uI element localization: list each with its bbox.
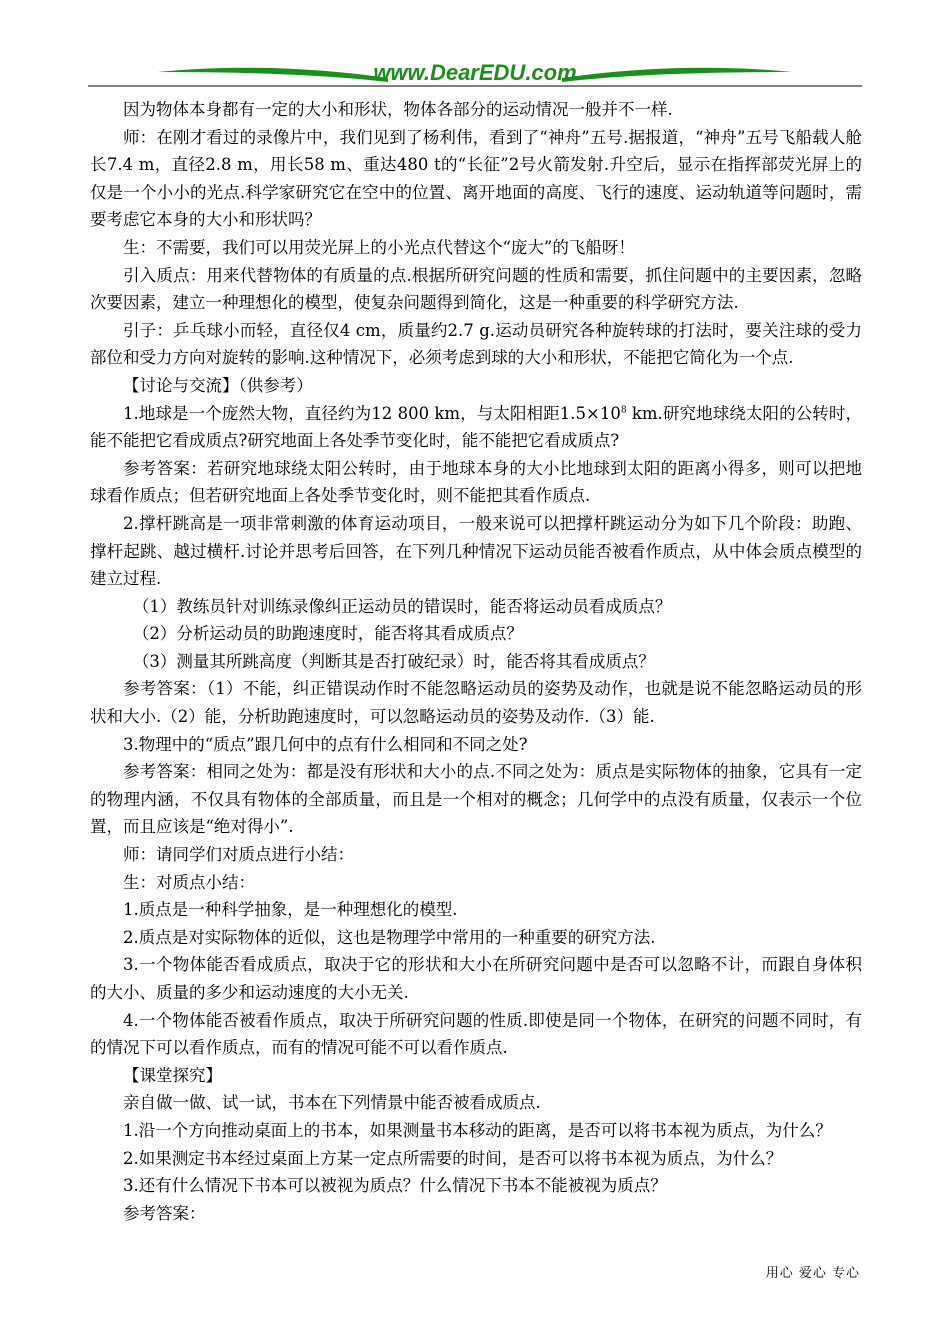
paragraph: 参考答案：相同之处为：都是没有形状和大小的点.不同之处为：质点是实际物体的抽象，它具有一定的物理内涵，不仅具有物体的全部质量，而且是一个相对的概念；几何学中的点没有质量，仅表示一个位置，而且应该是“绝对得小”.: [90, 762, 862, 837]
section-heading: 【课堂探究】: [123, 1065, 222, 1085]
paragraph: 3.一个物体能否看成质点，取决于它的形状和大小在所研究问题中是否可以忽略不计，而跟自身体积的大小、质量的多少和运动速度的大小无关.: [90, 955, 862, 1002]
paragraph: 3.物理中的“质点”跟几何中的点有什么相同和不同之处?: [123, 734, 528, 754]
paragraph: 2.撑杆跳高是一项非常刺激的体育运动项目，一般来说可以把撑杆跳运动分为如下几个阶段：助跑、撑杆起跳、越过横杆.讨论并思考后回答，在下列几种情况下运动员能否被看作质点，从中体会质点模型的建立过程.: [90, 513, 862, 589]
paragraph: 3.还有什么情况下书本可以被视为质点？什么情况下书本不能被视为质点？: [123, 1176, 667, 1196]
paragraph: 1.质点是一种科学抽象，是一种理想化的模型.: [123, 900, 458, 920]
paragraph: 1.沿一个方向推动桌面上的书本，如果测量书本移动的距离，是否可以将书本视为质点，为什么？: [123, 1120, 832, 1140]
question-1: [90, 400, 862, 455]
paragraph: 参考答案：: [123, 1203, 206, 1223]
question-1-text-b: km.研究地球绕太阳的公转时，能不能把它看成质点?研究地面上各处季节变化时，能不能把它看成质点?: [90, 403, 862, 451]
section-heading: 【讨论与交流】（供参考）: [123, 375, 313, 395]
paragraph: 生：不需要，我们可以用荧光屏上的小光点代替这个“庞大”的飞船呀！: [123, 237, 635, 257]
page-footer: 用心 爱心 专心: [765, 1266, 860, 1281]
document-body: [90, 96, 862, 1227]
sub-item: （2）分析运动员的助跑速度时，能否将其看成质点？: [132, 624, 523, 644]
paragraph: 师：在刚才看过的录像片中，我们见到了杨利伟，看到了“神舟”五号.据报道，“神舟”五号飞船载人舱长7.4 m，直径2.8 m，用长58 m、重达480 t的“长征”2号火箭发射.升空后，显示在指挥部荧光屏上的仅是一个小小的光点.科学家研究它在空中的位置、离开地面的高度、飞行的速度、运动轨道等问题时，需要考虑它本身的大小和形状吗？: [90, 127, 862, 230]
header-banner: [88, 58, 862, 92]
paragraph: 参考答案：若研究地球绕太阳公转时，由于地球本身的大小比地球到太阳的距离小得多，则可以把地球看作质点；但若研究地面上各处季节变化时，则不能把其看作质点.: [90, 458, 862, 506]
paragraph: 亲自做一做、试一试，书本在下列情景中能否被看成质点.: [123, 1093, 541, 1113]
paragraph: 引子：乒乓球小而轻，直径仅4 cm，质量约2.7 g.运动员研究各种旋转球的打法时，要关注球的受力部位和受力方向对旋转的影响.这种情况下，必须考虑到球的大小和形状，不能把它简化为一个点.: [90, 320, 862, 368]
page-header: [88, 58, 862, 92]
left-swoosh-icon: [158, 68, 388, 82]
paragraph: 引入质点：用来代替物体的有质量的点.根据所研究问题的性质和需要，抓住问题中的主要因素，忽略次要因素，建立一种理想化的模型，使复杂问题得到简化，这是一种重要的科学研究方法.: [90, 265, 862, 313]
paragraph: 生：对质点小结：: [123, 872, 255, 892]
question-1-text-a: 1.地球是一个庞然大物，直径约为12 800 km，与太阳相距1.5×10: [123, 403, 621, 423]
site-logo: www.DearEDU.com: [373, 60, 577, 85]
paragraph: 师：请同学们对质点进行小结：: [123, 845, 354, 865]
paragraph: 2.质点是对实际物体的近似，这也是物理学中常用的一种重要的研究方法.: [123, 927, 656, 947]
exponent: 8: [620, 405, 627, 416]
sub-item: （3）测量其所跳高度（判断其是否打破纪录）时，能否将其看成质点？: [132, 651, 655, 671]
sub-item: （1）教练员针对训练录像纠正运动员的错误时，能否将运动员看成质点？: [132, 596, 672, 616]
paragraph: 因为物体本身都有一定的大小和形状，物体各部分的运动情况一般并不一样.: [123, 100, 673, 119]
paragraph: 2.如果测定书本经过桌面上方某一定点所需要的时间，是否可以将书本视为质点，为什么？: [123, 1148, 783, 1168]
paragraph: 参考答案：（1）不能，纠正错误动作时不能忽略运动员的姿势及动作，也就是说不能忽略运动员的形状和大小.（2）能，分析助跑速度时，可以忽略运动员的姿势及动作.（3）能.: [90, 679, 862, 727]
paragraph: 4.一个物体能否被看作质点，取决于所研究问题的性质.即使是同一个物体，在研究的问题不同时，有的情况下可以看作质点，而有的情况可能不可以看作质点.: [90, 1010, 862, 1058]
right-swoosh-icon: [562, 68, 792, 82]
